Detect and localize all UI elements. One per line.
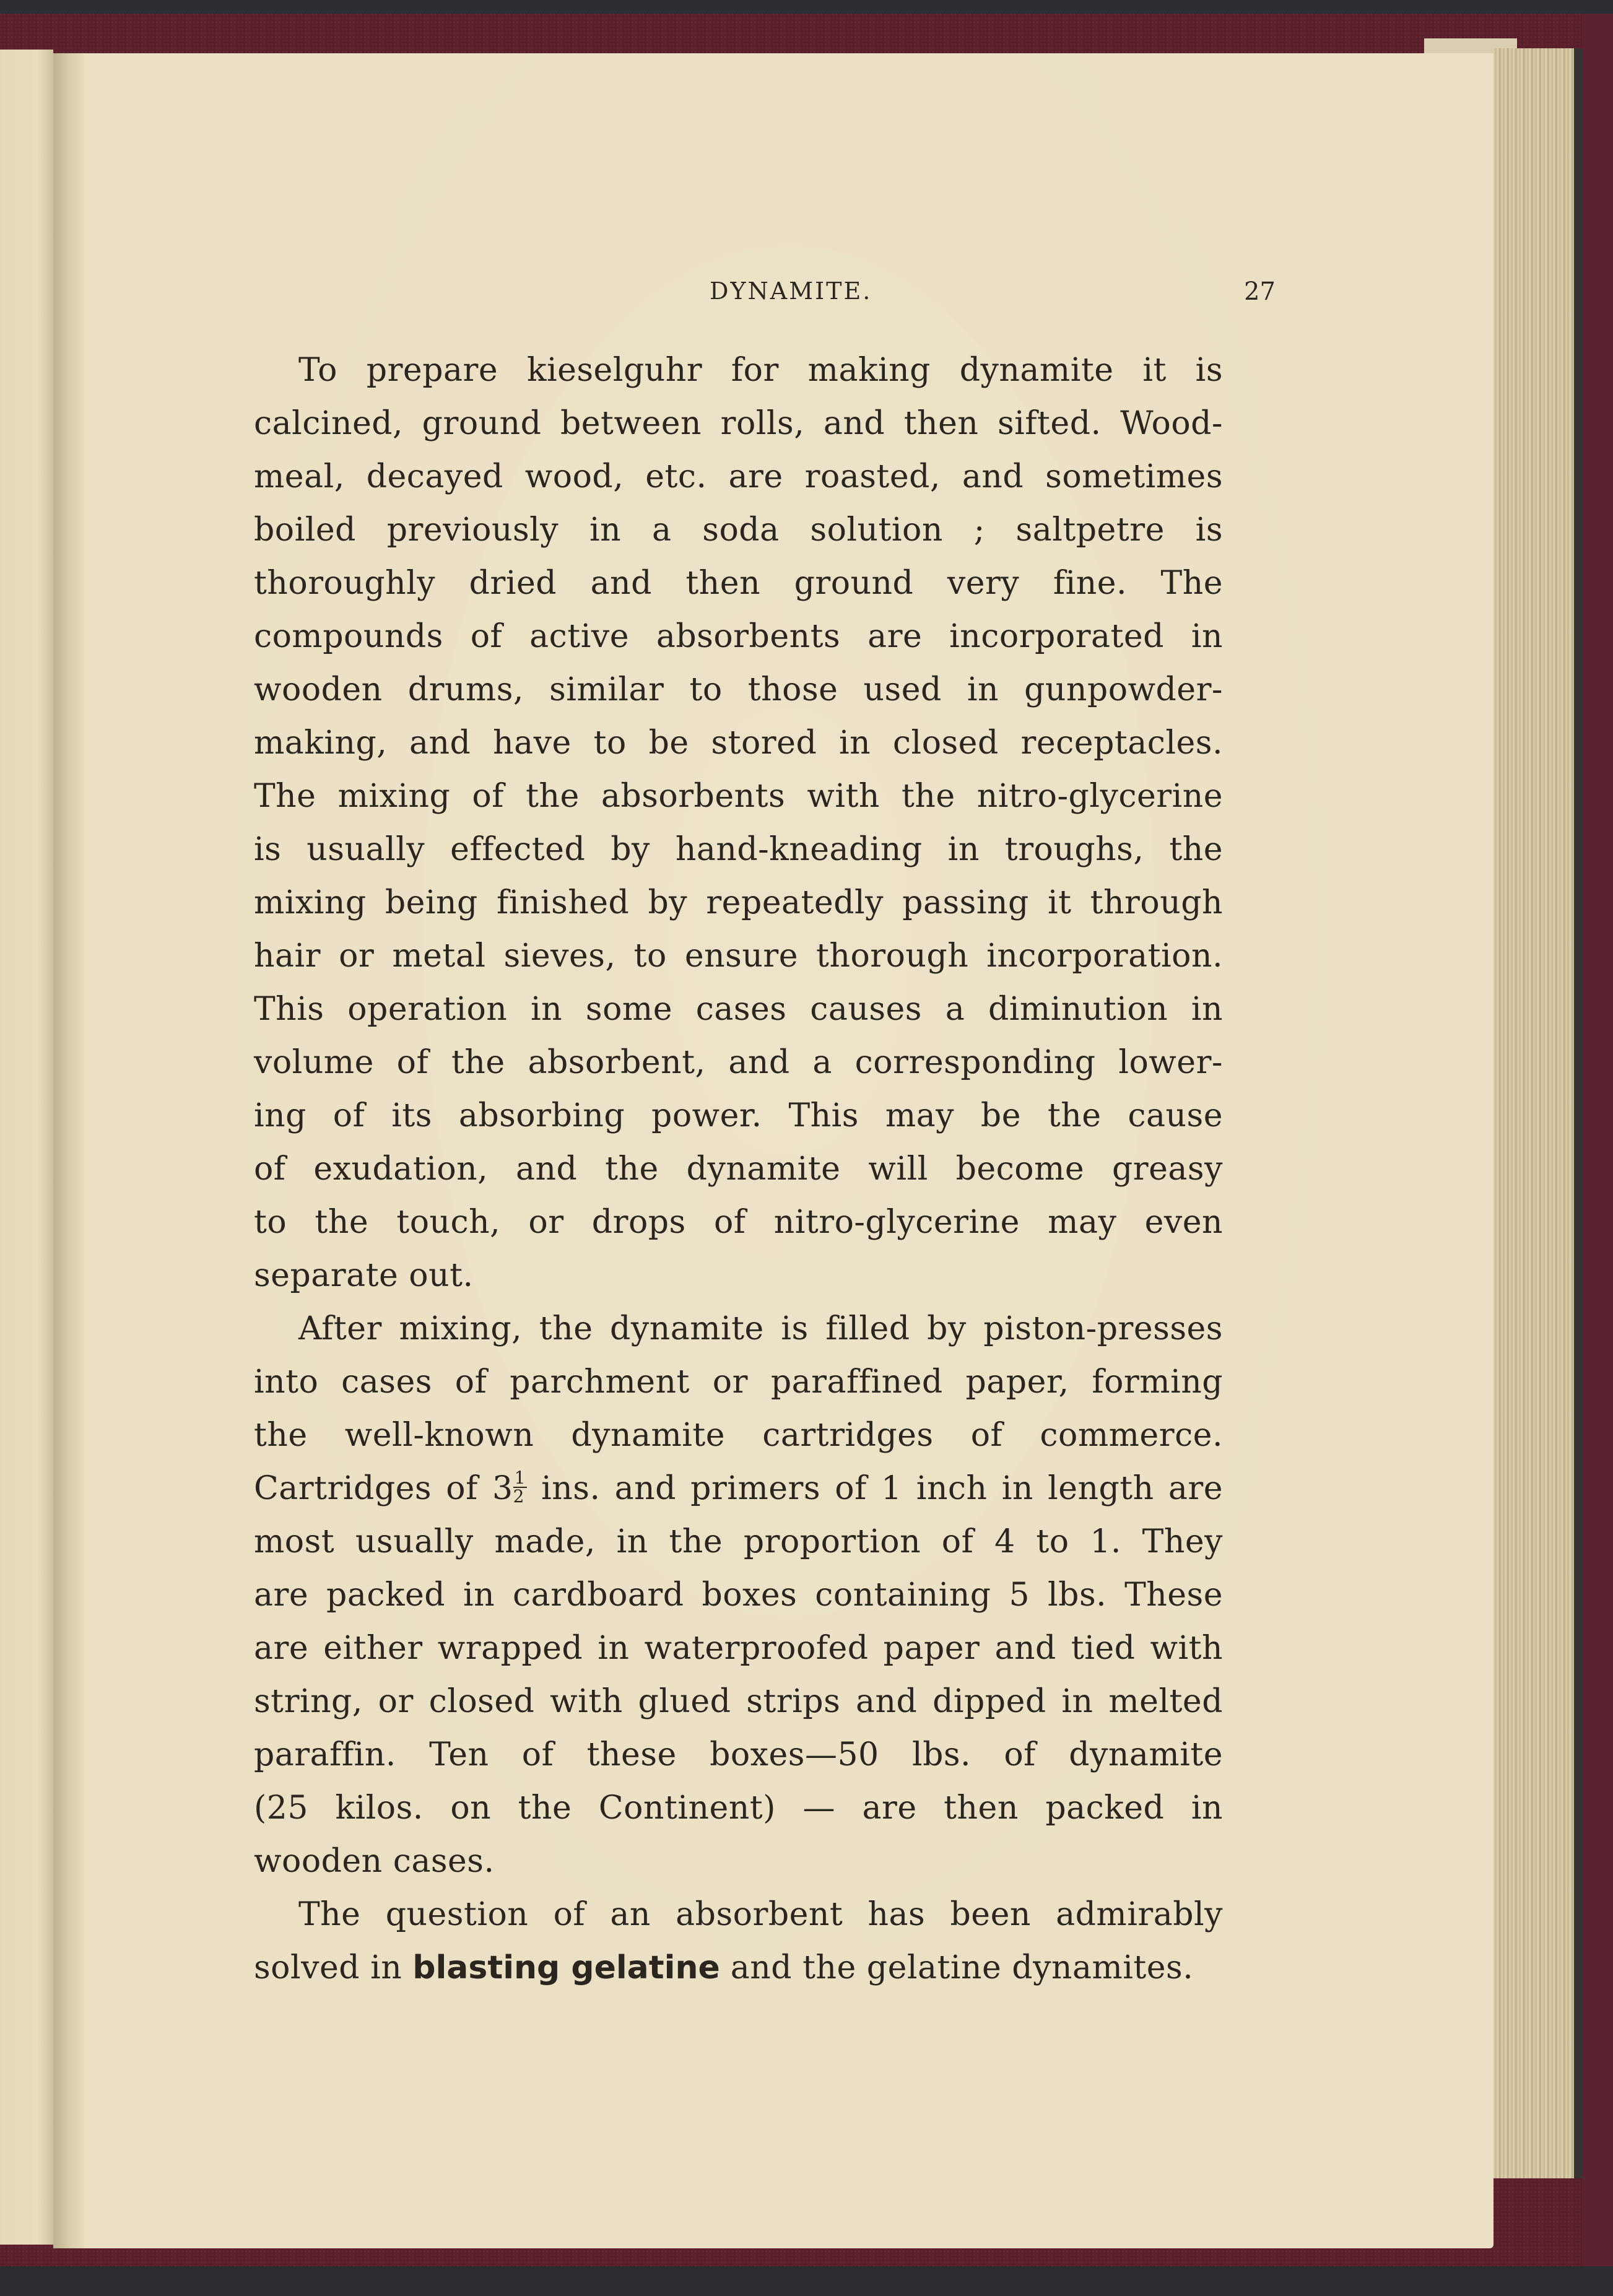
- body-text: [254, 344, 1223, 1994]
- text-line: mixing being finished by repeatedly passing it through: [254, 884, 1223, 921]
- paragraph: [254, 1302, 1223, 1888]
- emphasis-term: blasting gelatine: [412, 1949, 720, 1986]
- page-stack-edges: [1493, 48, 1583, 2178]
- text-line: The question of an absorbent has been admirably: [298, 1896, 1223, 1933]
- text-line: of exudation, and the dynamite will become greasy: [254, 1150, 1223, 1188]
- text-line: calcined, ground between rolls, and then sifted. Wood-: [254, 405, 1223, 442]
- text-line: thoroughly dried and then ground very fine. The: [254, 565, 1223, 602]
- text-line: to the touch, or drops of nitro-glycerine may even: [254, 1204, 1223, 1241]
- text-line: To prepare kieselguhr for making dynamite it is: [298, 352, 1223, 389]
- text-line: the well-known dynamite cartridges of commerce.: [254, 1417, 1223, 1454]
- text-line: This operation in some cases causes a diminution in: [254, 991, 1223, 1028]
- running-title: DYNAMITE.: [710, 277, 872, 305]
- book-cover-edge: [1582, 14, 1613, 2274]
- text-line: hair or metal sieves, to ensure thorough incorporation.: [254, 937, 1223, 975]
- text-line-fraction: [254, 1462, 1223, 1515]
- text-line: is usually effected by hand-kneading in troughs, the: [254, 831, 1223, 868]
- text-span: ins. and primers of 1 inch in length are: [526, 1470, 1223, 1507]
- facing-page-edge: [0, 50, 53, 2245]
- paragraph: [254, 1888, 1223, 1994]
- text-line: string, or closed with glued strips and dipped in melted: [254, 1683, 1223, 1720]
- gutter-shadow: [53, 53, 84, 2248]
- text-line: most usually made, in the proportion of 4 to 1. They: [254, 1523, 1223, 1560]
- fraction-numerator: 1: [514, 1467, 526, 1488]
- text-line: making, and have to be stored in closed receptacles.: [254, 724, 1223, 762]
- text-line: meal, decayed wood, etc. are roasted, and sometimes: [254, 458, 1223, 495]
- text-line-emphasis: [254, 1941, 1223, 1994]
- text-span: solved in: [254, 1949, 413, 1986]
- text-line: The mixing of the absorbents with the nitro-glycerine: [254, 778, 1223, 815]
- text-span: and the gelatine dynamites.: [720, 1949, 1194, 1986]
- page-number: 27: [1244, 277, 1276, 306]
- text-line: boiled previously in a soda solution ; saltpetre is: [254, 511, 1223, 549]
- running-head: [84, 277, 1493, 315]
- text-line: ing of its absorbing power. This may be the cause: [254, 1097, 1223, 1134]
- text-line: into cases of parchment or paraffined paper, forming: [254, 1363, 1223, 1401]
- text-line: compounds of active absorbents are incorporated in: [254, 618, 1223, 655]
- text-line: separate out.: [254, 1257, 474, 1294]
- text-line: are either wrapped in waterproofed paper and tied with: [254, 1630, 1223, 1667]
- fraction-denominator: 2: [513, 1485, 524, 1507]
- background-cloth-bottom: [0, 2266, 1613, 2296]
- text-line: wooden drums, similar to those used in gunpowder-: [254, 671, 1223, 708]
- text-span: Cartridges of 3: [254, 1470, 513, 1507]
- fraction-half: [513, 1469, 527, 1505]
- text-line: After mixing, the dynamite is filled by piston-presses: [298, 1310, 1223, 1347]
- paragraph: [254, 344, 1223, 1302]
- text-line: paraffin. Ten of these boxes—50 lbs. of dynamite: [254, 1736, 1223, 1773]
- text-line: volume of the absorbent, and a corresponding lower-: [254, 1044, 1223, 1081]
- text-line: (25 kilos. on the Continent) — are then packed in: [254, 1789, 1223, 1827]
- text-line: wooden cases.: [254, 1843, 495, 1880]
- text-line: are packed in cardboard boxes containing 5 lbs. These: [254, 1576, 1223, 1614]
